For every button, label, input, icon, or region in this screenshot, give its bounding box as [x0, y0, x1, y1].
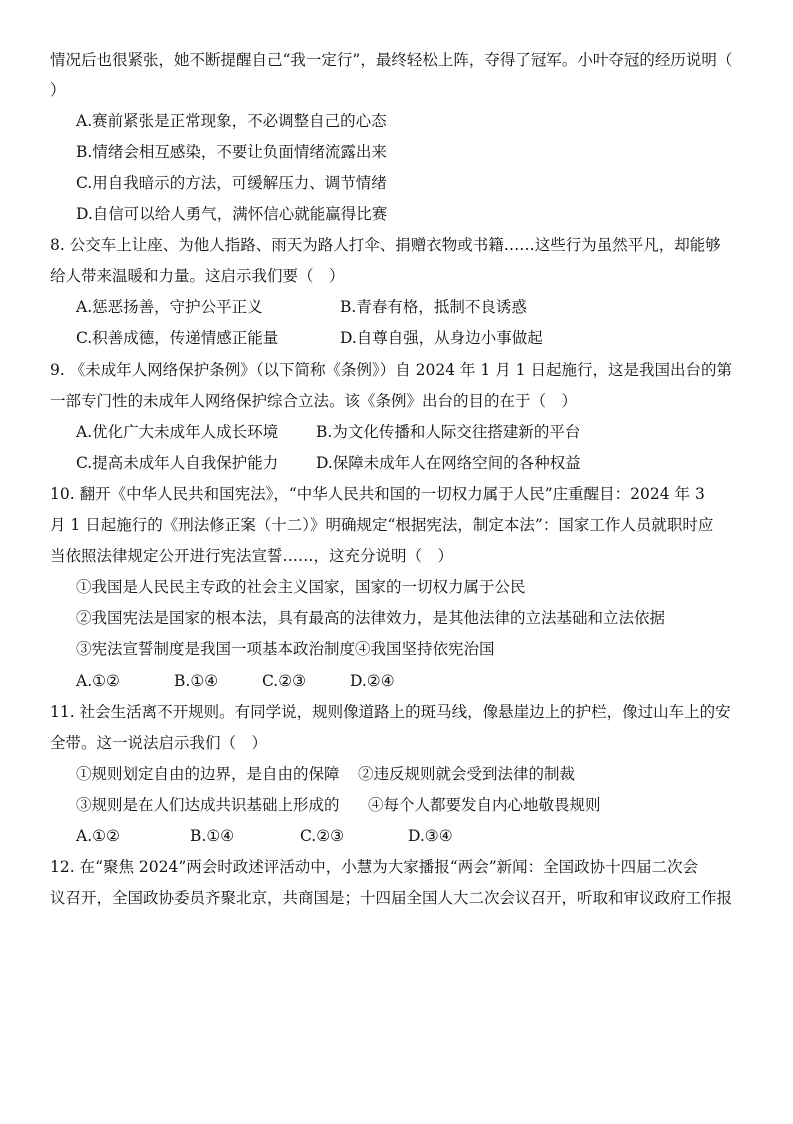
q12-stem-line-1: 12. 在“聚焦 2024”两会时政述评活动中，小慧为大家播报“两会”新闻：全国政协十四届二次会: [50, 858, 699, 876]
q10-item-3: ③宪法宣誓制度是我国一项基本政治制度④我国坚持依宪治国: [76, 640, 495, 658]
q8-option-d: D.自尊自强，从身边小事做起: [340, 329, 543, 347]
q8-option-a: A.惩恶扬善，守护公平正义: [76, 298, 263, 316]
q8-stem-line-1: 8. 公交车上让座、为他人指路、雨天为路人打伞、捐赠衣物或书籍……这些行为虽然平凡，却能够: [50, 236, 721, 254]
q11-item-1: ①规则划定自由的边界，是自由的保障: [76, 765, 340, 783]
q8-option-b: B.青春有格，抵制不良诱惑: [340, 298, 527, 316]
q7-option-b: B.情绪会相互感染，不要让负面情绪流露出来: [76, 143, 387, 161]
q10-option-b: B.①④: [174, 672, 219, 690]
q11-item-2: ②违反规则就会受到法律的制裁: [358, 765, 576, 783]
q9-stem-line-1: 9. 《未成年人网络保护条例》（以下简称《条例》）自 2024 年 1 月 1 日起施行，这是我国出台的第: [50, 361, 732, 379]
q10-option-d: D.②④: [350, 672, 395, 690]
q8-stem-line-2: 给人带来温暖和力量。这启示我们要（ ）: [50, 267, 345, 285]
q10-stem-line-1: 10. 翻开《中华人民共和国宪法》，“中华人民共和国的一切权力属于人民”庄重醒目：2024 年 3: [50, 485, 705, 503]
q10-item-1: ①我国是人民民主专政的社会主义国家，国家的一切权力属于公民: [76, 578, 526, 596]
q11-option-a: A.①②: [76, 827, 120, 845]
q7-stem-line-2: ）: [50, 81, 66, 99]
q9-option-c: C.提高未成年人自我保护能力: [76, 454, 279, 472]
q10-option-a: A.①②: [76, 672, 120, 690]
q11-stem-line-1: 11. 社会生活离不开规则。有同学说，规则像道路上的斑马线，像悬崖边上的护栏，像过山车上的安: [50, 703, 731, 721]
q11-item-3: ③规则是在人们达成共识基础上形成的: [76, 796, 340, 814]
q10-item-2: ②我国宪法是国家的根本法，具有最高的法律效力，是其他法律的立法基础和立法依据: [76, 609, 666, 627]
q11-item-4: ④每个人都要发自内心地敬畏规则: [368, 796, 601, 814]
q11-stem-line-2: 全带。这一说法启示我们（ ）: [50, 734, 268, 752]
q9-option-a: A.优化广大未成年人成长环境: [76, 423, 279, 441]
q12-stem-line-2: 议召开，全国政协委员齐聚北京，共商国是；十四届全国人大二次会议召开，听取和审议政府工作报: [50, 889, 733, 907]
q10-stem-line-3: 当依照法律规定公开进行宪法宣誓……，这充分说明（ ）: [50, 547, 454, 565]
q11-option-b: B.①④: [190, 827, 235, 845]
q11-option-d: D.③④: [408, 827, 453, 845]
q7-option-a: A.赛前紧张是正常现象，不必调整自己的心态: [76, 112, 387, 130]
q10-option-c: C.②③: [262, 672, 307, 690]
q10-stem-line-2: 月 1 日起施行的《刑法修正案（十二）》明确规定“根据宪法，制定本法”：国家工作人员就职时应: [50, 516, 714, 534]
q7-option-d: D.自信可以给人勇气，满怀信心就能赢得比赛: [76, 205, 388, 223]
q11-option-c: C.②③: [300, 827, 345, 845]
q9-option-b: B.为文化传播和人际交往搭建新的平台: [316, 423, 581, 441]
q9-stem-line-2: 一部专门性的未成年人网络保护综合立法。该《条例》出台的目的在于（ ）: [50, 392, 578, 410]
q9-option-d: D.保障未成年人在网络空间的各种权益: [316, 454, 581, 472]
q8-option-c: C.积善成德，传递情感正能量: [76, 329, 279, 347]
q7-stem-line-1: 情况后也很紧张，她不断提醒自己“我一定行”，最终轻松上阵，夺得了冠军。小叶夺冠的经历说明（: [50, 51, 733, 69]
q7-option-c: C.用自我暗示的方法，可缓解压力、调节情绪: [76, 174, 387, 192]
